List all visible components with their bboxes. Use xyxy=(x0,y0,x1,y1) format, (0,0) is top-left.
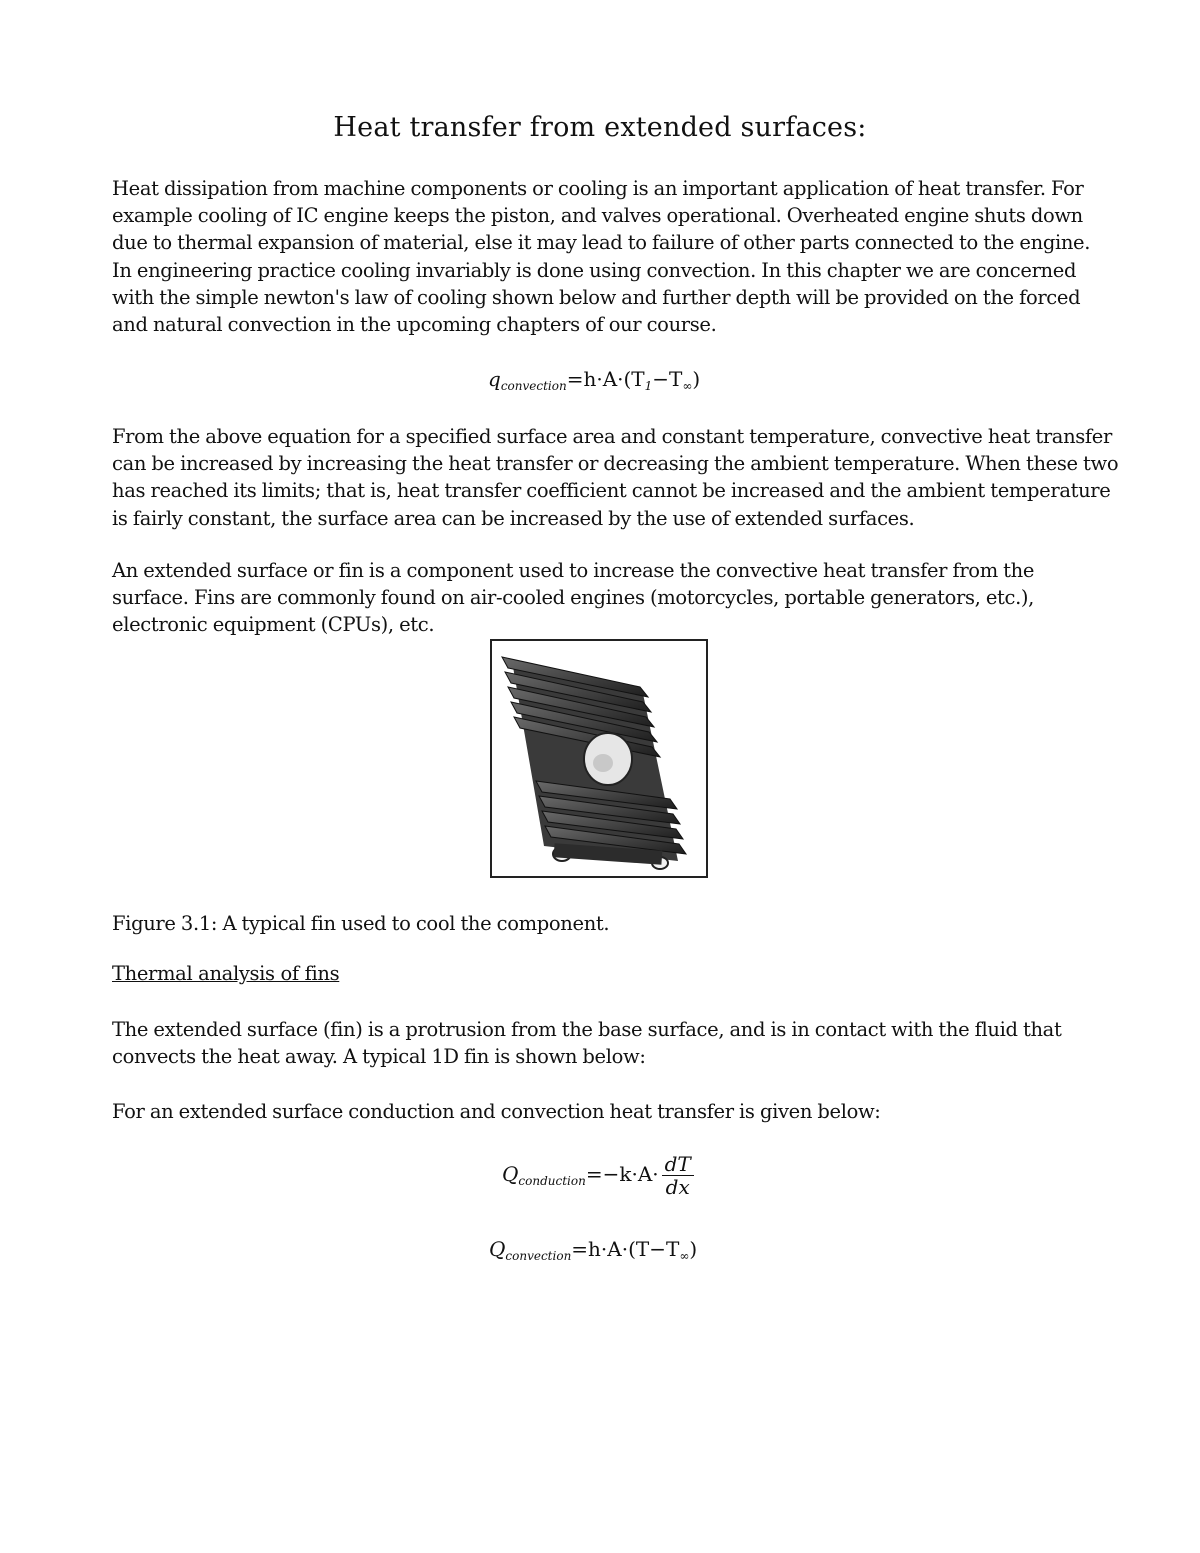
paragraph-line: In engineering practice cooling invariably is done using convection. In this chapter we are concerned xyxy=(112,258,1077,282)
section-heading: Thermal analysis of fins xyxy=(112,962,340,985)
paragraph-line: convects the heat away. A typical 1D fin is shown below: xyxy=(112,1045,646,1069)
eq-subscript: convection xyxy=(500,379,567,393)
eq-operator: −T xyxy=(652,367,683,391)
convection-equation xyxy=(489,1237,697,1261)
paragraph-line: An extended surface or fin is a component used to increase the convective heat transfer from the xyxy=(112,559,1035,582)
conduction-equation xyxy=(502,1153,694,1198)
eq-operator: =−k·A· xyxy=(585,1162,659,1186)
eq-subscript: ∞ xyxy=(679,1249,690,1263)
paragraph-line: The extended surface (fin) is a protrusion from the base surface, and is in contact with the fluid that xyxy=(112,1018,1062,1041)
paragraph-line: Heat dissipation from machine components or cooling is an important application of heat transfer. For xyxy=(112,177,1084,200)
fin-heatsink-figure xyxy=(490,639,708,878)
eq-operator: =h·A·(T xyxy=(566,367,645,391)
fraction-denominator: dx xyxy=(665,1175,690,1199)
page-title: Heat transfer from extended surfaces: xyxy=(333,112,867,143)
derivative-fraction xyxy=(662,1153,694,1198)
paragraph-line: electronic equipment (CPUs), etc. xyxy=(112,613,435,637)
second-paragraph xyxy=(112,423,1119,532)
paragraph-line: has reached its limits; that is, heat transfer coefficient cannot be increased and the ambient temperature xyxy=(112,479,1111,503)
newton-cooling-equation xyxy=(488,367,700,391)
eq-operator: ) xyxy=(689,1237,698,1261)
eq-operator: ) xyxy=(692,367,701,391)
fraction-numerator: dT xyxy=(662,1153,694,1176)
heatsink-image xyxy=(492,641,706,876)
paragraph-line: From the above equation for a specified surface area and constant temperature, convective heat transfer xyxy=(112,425,1112,448)
paragraph-line: example cooling of IC engine keeps the piston, and valves operational. Overheated engine shuts down xyxy=(112,204,1083,228)
paragraph-line: and natural convection in the upcoming chapters of our course. xyxy=(112,313,717,337)
paragraph-line: surface. Fins are commonly found on air-cooled engines (motorcycles, portable generators, etc.), xyxy=(112,586,1035,610)
fourth-paragraph xyxy=(112,1016,1102,1070)
eq-symbol: Q xyxy=(502,1162,519,1186)
paragraph-line: due to thermal expansion of material, else it may lead to failure of other parts connected to the engine. xyxy=(112,231,1091,255)
paragraph-line: with the simple newton's law of cooling shown below and further depth will be provided on the forced xyxy=(112,285,1081,309)
intro-paragraph xyxy=(112,175,1102,338)
eq-symbol: q xyxy=(488,367,501,391)
eq-subscript: 1 xyxy=(644,379,653,393)
eq-subscript: convection xyxy=(505,1249,572,1263)
figure-caption: Figure 3.1: A typical fin used to cool the component. xyxy=(112,912,610,935)
fifth-paragraph: For an extended surface conduction and convection heat transfer is given below: xyxy=(112,1100,881,1123)
third-paragraph xyxy=(112,557,1102,639)
eq-symbol: Q xyxy=(489,1237,506,1261)
paragraph-line: is fairly constant, the surface area can be increased by the use of extended surfaces. xyxy=(112,506,915,530)
eq-operator: =h·A·(T−T xyxy=(571,1237,680,1261)
eq-subscript: conduction xyxy=(518,1174,586,1188)
paragraph-line: can be increased by increasing the heat transfer or decreasing the ambient temperature. When these two xyxy=(112,452,1119,476)
eq-subscript: ∞ xyxy=(682,379,693,393)
